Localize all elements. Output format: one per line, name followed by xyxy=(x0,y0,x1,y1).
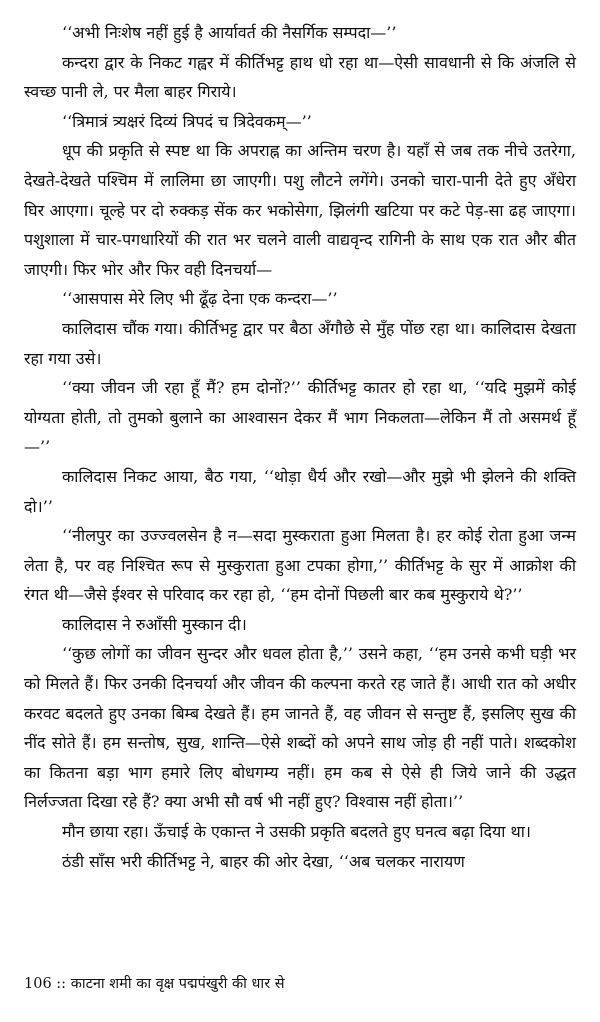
paragraph-13: ठंडी साँस भरी कीर्तिभट्ट ने, बाहर की ओर देखा, ‘‘अब चलकर नारायण xyxy=(62,851,465,871)
paragraph-9: ‘‘नीलपुर का उज्ज्वलसेन है न—सदा मुस्कराता हुआ मिलता है। हर कोई रोता हुआ जन्म लेता है, पर वह निश्चित रूप से मुस्कुराता हुआ टपका होगा,’’ कीर्तिभट्ट के सुर में आक्रोश की रंगत थी—जैसे ईश्वर से परिवाद कर रहा हो, ‘‘हम दोनों पिछली बार कब मुस्कुराये थे?’’ xyxy=(24,526,576,605)
paragraph-5: ‘‘आसपास मेरे लिए भी ढूँढ़ देना एक कन्दरा—’’ xyxy=(62,289,338,309)
page-footer xyxy=(24,974,285,994)
paragraph-6: कालिदास चौंक गया। कीर्तिभट्ट द्वार पर बैठा अँगौछे से मुँह पोंछ रहा था। कालिदास देखता रहा गया उसे। xyxy=(24,318,576,368)
paragraph-1: ‘‘अभी निःशेष नहीं हुई है आर्यावर्त की नैसर्गिक सम्पदा—’’ xyxy=(62,23,397,42)
paragraph-3: ‘‘त्रिमात्रं त्र्यक्षरं दिव्यं त्रिपदं च त्रिदेवकम्—’’ xyxy=(62,111,312,131)
paragraph-10: कालिदास ने रुआँसी मुस्कान दी। xyxy=(62,614,247,634)
paragraph-7: ‘‘क्या जीवन जी रहा हूँ मैं? हम दोनों?’’ कीर्तिभट्ट कातर हो रहा था, ‘‘यदि मुझमें कोई योग्यता होती, तो तुमको बुलाने का आश्वासन देकर मैं भाग निकलता—लेकिन मैं तो असमर्थ हूँ—’’ xyxy=(24,378,576,457)
paragraph-4: धूप की प्रकृति से स्पष्ट था कि अपराह्न का अन्तिम चरण है। यहाँ से जब तक नीचे उतरेगा, देखते-देखते पश्चिम में लालिमा छा जाएगी। पशु लौटने लगेंगे। उनको चारा-पानी देते हुए अँधेरा घिर आएगा। चूल्हे पर दो रुक्कड़ सेंक कर भकोसेगा, झिलंगी खटिया पर कटे पेड़-सा ढह जाएगा। पशुशाला में चार-पगधारियों की रात भर चलने वाली वाद्यवृन्द रागिनी के साथ एक रात और बीत जाएगी। फिर भोर और फिर वही दिनचर्या— xyxy=(24,141,576,279)
paragraph-8: कालिदास निकट आया, बैठ गया, ‘‘थोड़ा धैर्य और रखो—और मुझे भी झेलने की शक्ति दो।’’ xyxy=(24,466,576,516)
paragraph-2: कन्दरा द्वार के निकट गह्वर में कीर्तिभट्ट हाथ धो रहा था—ऐसी सावधानी से कि अंजलि से स्वच्छ पानी ले, पर मैला बाहर गिराये। xyxy=(24,52,576,102)
footer-separator: :: xyxy=(56,976,67,992)
paragraph-11: ‘‘कुछ लोगों का जीवन सुन्दर और धवल होता है,’’ उसने कहा, ‘‘हम उनसे कभी घड़ी भर को मिलते हैं। फिर उनकी दिनचर्या और जीवन की कल्पना करते रह जाते हैं। आधी रात को अधीर करवट बदलते हुए उनका बिम्ब देखते हैं। हम जानते हैं, वह जीवन से सन्तुष्ट हैं, इसलिए सुख की नींद सोते हैं। हम सन्तोष, सुख, शान्ति—ऐसे शब्दों को अपने साथ जोड़ ही नहीं पाते। शब्दकोश का कितना बड़ा भाग हमारे लिए बोधगम्य नहीं। हम कब से ऐसे ही जिये जाने की उद्धत निर्लज्जता दिखा रहे हैं? क्या अभी सौ वर्ष भी नहीं हुए? विश्वास नहीं होता।’’ xyxy=(24,644,576,812)
page-number: 106 xyxy=(24,976,52,992)
body-text xyxy=(24,18,576,876)
running-title: काटना शमी का वृक्ष पद्मपंखुरी की धार से xyxy=(70,976,285,992)
paragraph-12: मौन छाया रहा। ऊँचाई के एकान्त ने उसकी प्रकृति बदलते हुए घनत्व बढ़ा दिया था। xyxy=(62,822,531,842)
